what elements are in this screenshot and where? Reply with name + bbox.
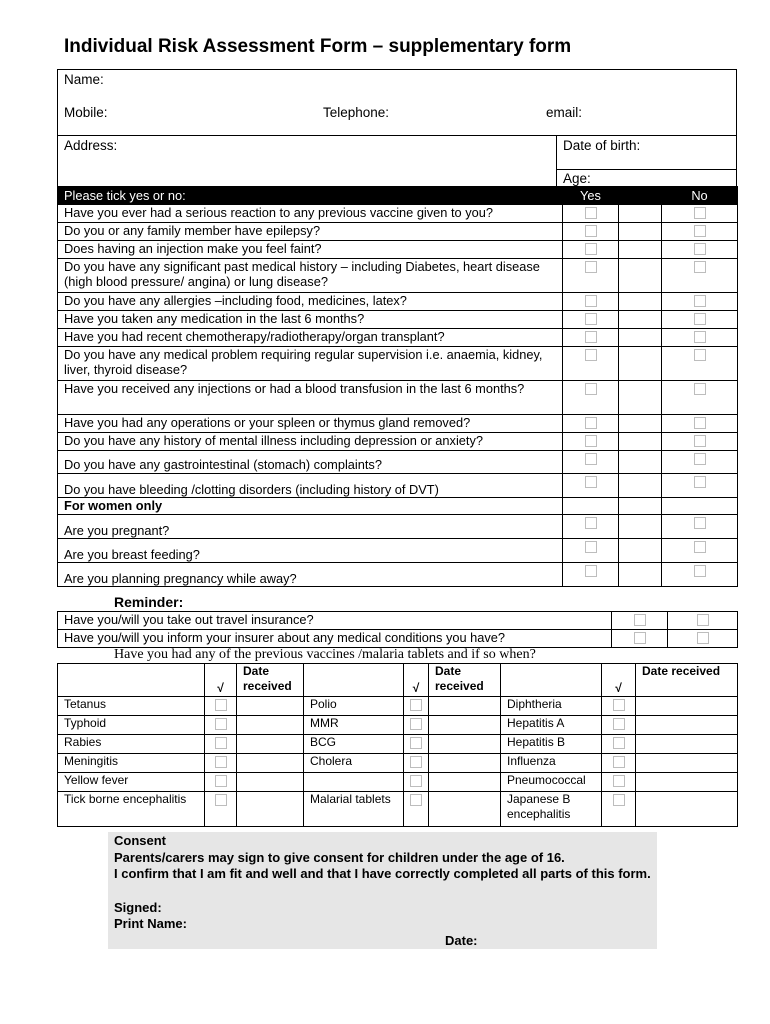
table-row [58,792,738,827]
women-section-heading: For women only [58,498,563,515]
print-name-label: Print Name: [114,916,187,931]
mobile-label: Mobile: [64,105,108,120]
divider [556,135,557,186]
tick-header: √ [205,664,237,697]
telephone-label: Telephone: [323,105,390,120]
no-header: No [662,187,738,205]
vaccine-checkbox[interactable] [613,699,625,711]
yes-checkbox[interactable] [585,331,597,343]
table-row [58,293,738,311]
table-row [58,474,738,498]
question-text: Do you have bleeding /clotting disorders (including history of DVT) [58,474,563,498]
date-cell[interactable] [429,735,501,754]
vaccine-checkbox[interactable] [410,794,422,806]
date-cell[interactable] [636,716,738,735]
date-cell[interactable] [636,773,738,792]
vaccine-checkbox[interactable] [613,718,625,730]
yes-checkbox[interactable] [585,453,597,465]
table-row [58,612,738,630]
table-row [58,716,738,735]
vaccine-checkbox[interactable] [215,718,227,730]
consent-box [108,832,657,949]
vaccine-name: Typhoid [58,716,205,735]
question-text: Are you breast feeding? [58,539,563,563]
table-row [58,498,738,515]
yes-checkbox[interactable] [634,632,646,644]
question-text: Do you or any family member have epilepsy? [58,223,563,241]
no-checkbox[interactable] [694,565,706,577]
yes-checkbox[interactable] [585,243,597,255]
vaccine-name: Cholera [304,754,404,773]
personal-details-box [57,69,737,186]
reminder-question: Have you/will you inform your insurer about any medical conditions you have? [58,630,612,648]
vaccine-checkbox[interactable] [215,699,227,711]
question-text: Have you taken any medication in the last 6 months? [58,311,563,329]
question-text: Does having an injection make you feel faint? [58,241,563,259]
table-row [58,697,738,716]
no-checkbox[interactable] [694,207,706,219]
divider [556,169,736,170]
yes-checkbox[interactable] [585,383,597,395]
yes-checkbox[interactable] [585,541,597,553]
table-row [58,241,738,259]
health-questions-table [57,186,738,587]
yes-checkbox[interactable] [585,207,597,219]
vaccine-name: Influenza [501,754,602,773]
question-text: Are you pregnant? [58,515,563,539]
date-cell[interactable] [429,716,501,735]
dob-label: Date of birth: [563,138,641,153]
question-text: Have you had recent chemotherapy/radiotherapy/organ transplant? [58,329,563,347]
question-text: Have you had any operations or your spleen or thymus gland removed? [58,415,563,433]
date-cell[interactable] [237,735,304,754]
table-row [58,205,738,223]
vaccine-name: Rabies [58,735,205,754]
no-checkbox[interactable] [694,453,706,465]
table-row [58,539,738,563]
vaccine-name: Diphtheria [501,697,602,716]
no-checkbox[interactable] [694,541,706,553]
reminder-heading: Reminder: [114,594,184,610]
vaccines-table [57,663,738,827]
table-row [58,347,738,381]
yes-checkbox[interactable] [585,517,597,529]
vaccine-name: Tetanus [58,697,205,716]
vaccine-name: Tick borne encephalitis [58,792,205,827]
date-label: Date: [445,933,478,948]
yes-checkbox[interactable] [585,295,597,307]
tick-header: √ [404,664,429,697]
vaccine-name: Japanese B encephalitis [501,792,602,827]
consent-heading: Consent [114,833,166,848]
date-cell[interactable] [237,773,304,792]
question-text: Do you have any gastrointestinal (stomach) complaints? [58,451,563,474]
question-text: Do you have any history of mental illness including depression or anxiety? [58,433,563,451]
vaccine-checkbox[interactable] [215,775,227,787]
no-checkbox[interactable] [697,614,709,626]
date-cell[interactable] [429,773,501,792]
email-label: email: [546,105,583,120]
reminder-table [57,611,738,648]
table-row [58,451,738,474]
vaccine-name: Malarial tablets [304,792,404,827]
no-checkbox[interactable] [697,632,709,644]
date-cell[interactable] [237,792,304,827]
no-checkbox[interactable] [694,313,706,325]
tick-header: √ [602,664,636,697]
question-text: Have you received any injections or had a blood transfusion in the last 6 months? [58,381,563,415]
vaccine-name: Hepatitis B [501,735,602,754]
address-label: Address: [64,138,118,153]
no-checkbox[interactable] [694,383,706,395]
table-row [58,381,738,415]
date-received-header: Date received [429,664,501,697]
date-cell[interactable] [636,754,738,773]
date-received-header: Date received [237,664,304,697]
date-received-header: Date received [636,664,738,697]
table-row [58,311,738,329]
consent-confirm-text: I confirm that I am fit and well and that I have correctly completed all parts of this form. [114,866,651,881]
vaccine-name: Yellow fever [58,773,205,792]
vaccine-name: MMR [304,716,404,735]
no-checkbox[interactable] [694,295,706,307]
vaccine-checkbox[interactable] [410,699,422,711]
no-checkbox[interactable] [694,476,706,488]
page-title: Individual Risk Assessment Form – supplementary form [64,36,572,57]
yes-checkbox[interactable] [634,614,646,626]
yes-checkbox[interactable] [585,349,597,361]
table-row [58,433,738,451]
vaccine-name: Meningitis [58,754,205,773]
table-row [58,415,738,433]
question-text: Are you planning pregnancy while away? [58,563,563,587]
vaccine-checkbox[interactable] [613,737,625,749]
date-cell[interactable] [237,754,304,773]
vaccines-header-row [58,664,738,697]
yes-checkbox[interactable] [585,417,597,429]
table-row [58,515,738,539]
table-row [58,259,738,293]
vaccine-name: Pneumococcal [501,773,602,792]
vaccine-checkbox[interactable] [215,737,227,749]
question-text: Have you ever had a serious reaction to any previous vaccine given to you? [58,205,563,223]
yes-checkbox[interactable] [585,565,597,577]
yes-checkbox[interactable] [585,313,597,325]
date-cell[interactable] [636,697,738,716]
question-text: Do you have any medical problem requiring regular supervision i.e. anaemia, kidney, liver, thyroid disease? [58,347,563,381]
yes-checkbox[interactable] [585,225,597,237]
no-checkbox[interactable] [694,435,706,447]
age-label: Age: [563,171,591,186]
vaccines-question: Have you had any of the previous vaccines /malaria tablets and if so when? [114,647,536,662]
vaccine-name: Polio [304,697,404,716]
reminder-question: Have you/will you take out travel insurance? [58,612,612,630]
vaccine-checkbox[interactable] [613,775,625,787]
vaccine-name: BCG [304,735,404,754]
table-row [58,754,738,773]
date-cell[interactable] [237,716,304,735]
no-checkbox[interactable] [694,225,706,237]
signed-label: Signed: [114,899,162,915]
questions-header-row [58,187,738,205]
question-text: Do you have any allergies –including food, medicines, latex? [58,293,563,311]
vaccine-checkbox[interactable] [613,794,625,806]
no-checkbox[interactable] [694,417,706,429]
vaccine-checkbox[interactable] [410,718,422,730]
name-label: Name: [64,72,104,87]
yes-header: Yes [563,187,619,205]
date-cell[interactable] [429,792,501,827]
date-cell[interactable] [237,697,304,716]
vaccine-name [304,773,404,792]
vaccine-checkbox[interactable] [410,737,422,749]
table-row [58,773,738,792]
no-checkbox[interactable] [694,517,706,529]
vaccine-checkbox[interactable] [410,756,422,768]
no-checkbox[interactable] [694,261,706,273]
questions-header-label: Please tick yes or no: [58,187,563,205]
vaccine-checkbox[interactable] [215,794,227,806]
yes-checkbox[interactable] [585,476,597,488]
vaccine-checkbox[interactable] [410,775,422,787]
yes-checkbox[interactable] [585,261,597,273]
vaccine-checkbox[interactable] [613,756,625,768]
date-cell[interactable] [429,697,501,716]
date-cell[interactable] [636,792,738,827]
vaccine-name: Hepatitis A [501,716,602,735]
table-row [58,735,738,754]
table-row [58,329,738,347]
yes-checkbox[interactable] [585,435,597,447]
no-checkbox[interactable] [694,331,706,343]
table-row [58,630,738,648]
no-checkbox[interactable] [694,243,706,255]
consent-parents-text: Parents/carers may sign to give consent for children under the age of 16. [114,849,565,865]
date-cell[interactable] [429,754,501,773]
vaccine-checkbox[interactable] [215,756,227,768]
table-row [58,223,738,241]
date-cell[interactable] [636,735,738,754]
divider [58,135,736,136]
question-text: Do you have any significant past medical history – including Diabetes, heart disease (high blood pressure/ angina) or lung disease? [58,259,563,293]
no-checkbox[interactable] [694,349,706,361]
table-row [58,563,738,587]
